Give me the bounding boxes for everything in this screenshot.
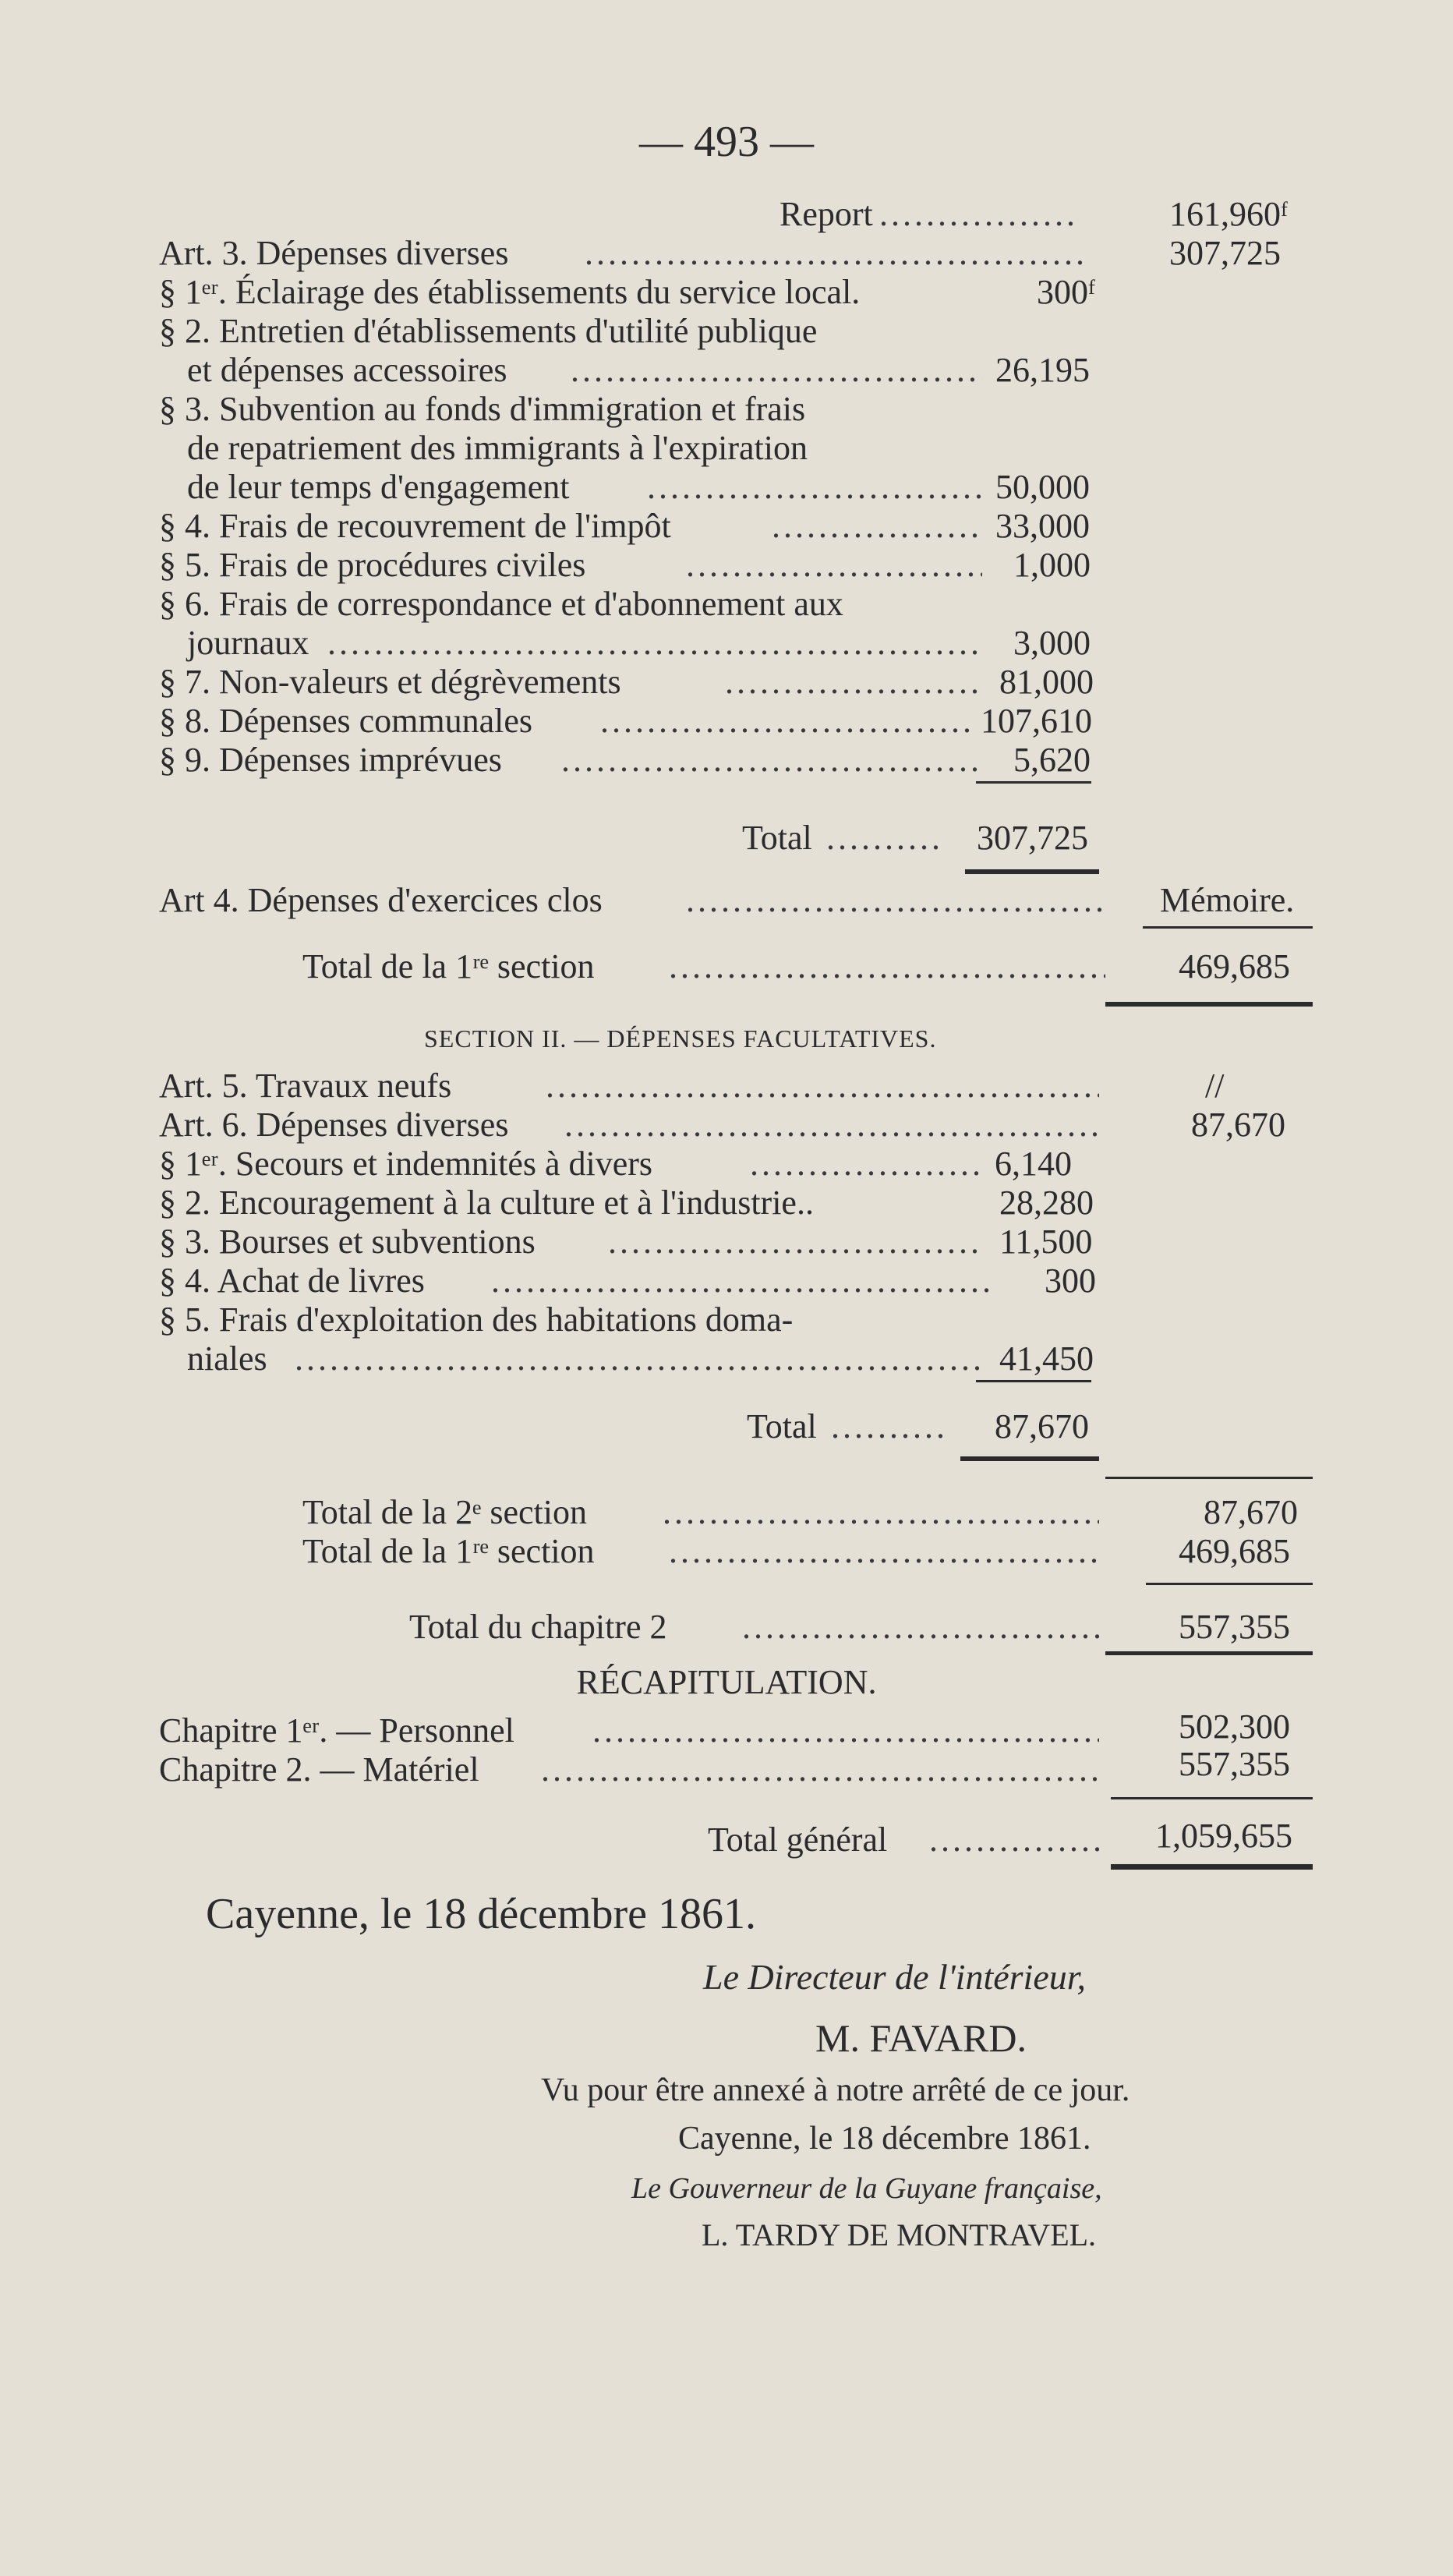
art6-subtotal-value: 87,670 — [995, 1407, 1089, 1445]
art4-label: Art 4. Dépenses d'exercices clos — [159, 881, 603, 919]
place-date: Cayenne, le 18 décembre 1861. — [206, 1890, 756, 1938]
sum-rule — [1143, 926, 1313, 929]
leader-dots — [295, 1339, 982, 1378]
leader-dots — [686, 546, 982, 585]
art6-item-5-value: 41,450 — [999, 1339, 1094, 1378]
art5-label: Art. 5. Travaux neufs — [159, 1067, 452, 1105]
art6-item-4-value: 300 — [1045, 1261, 1096, 1300]
recap-ch1-value: 502,300 — [1179, 1707, 1290, 1746]
leader-dots — [541, 1750, 1099, 1789]
leader-dots — [772, 507, 982, 546]
art3-item-6-line2: journaux — [187, 624, 309, 662]
leader-dots — [592, 1711, 1099, 1750]
total-rule — [1105, 1651, 1313, 1655]
leader-dots — [826, 819, 943, 858]
leader-dots — [327, 624, 982, 663]
chapter2-total-value: 557,355 — [1179, 1608, 1290, 1646]
leader-dots — [669, 947, 1105, 986]
leader-dots — [571, 351, 982, 390]
art3-item-8-label: § 8. Dépenses communales — [159, 702, 532, 740]
leader-dots — [929, 1821, 1099, 1859]
leader-dots — [585, 234, 1084, 273]
leader-dots — [831, 1407, 948, 1446]
chapter2-total-label: Total du chapitre 2 — [409, 1608, 667, 1646]
art3-item-7-value: 81,000 — [999, 663, 1094, 701]
leader-dots — [491, 1261, 990, 1300]
art6-item-2-label: § 2. Encouragement à la culture et à l'industrie.. — [159, 1184, 814, 1222]
leader-dots — [663, 1493, 1099, 1532]
art3-item-7-label: § 7. Non-valeurs et dégrèvements — [159, 663, 621, 701]
leader-dots — [742, 1608, 1099, 1647]
page-number: — 493 — — [639, 118, 814, 166]
art3-item-5-label: § 5. Frais de procédures civiles — [159, 546, 586, 584]
art6-item-3-value: 11,500 — [999, 1223, 1093, 1261]
art3-item-5-value: 1,000 — [1013, 546, 1091, 584]
report-value: 161,960ᶠ — [1169, 195, 1289, 233]
section2-heading: SECTION II. — DÉPENSES FACULTATIVES. — [424, 1024, 937, 1053]
leader-dots — [750, 1145, 982, 1184]
art3-item-9-value: 5,620 — [1013, 741, 1091, 779]
grand-total-value: 1,059,655 — [1155, 1817, 1292, 1855]
leader-dots — [686, 881, 1107, 920]
leader-dots — [608, 1223, 982, 1261]
art6-item-3-label: § 3. Bourses et subventions — [159, 1223, 536, 1261]
art4-value: Mémoire. — [1160, 881, 1295, 919]
total-rule — [965, 869, 1099, 874]
art6-item-5-line2: niales — [187, 1339, 267, 1378]
art3-subtotal-value: 307,725 — [977, 819, 1088, 857]
art3-item-1-value: 300ᶠ — [1037, 273, 1096, 311]
art3-item-4-value: 33,000 — [995, 507, 1090, 545]
leader-dots — [647, 468, 982, 507]
art3-item-3-line2: de repatriement des immigrants à l'expiration — [187, 429, 808, 467]
sec2-total-label: Total de la 2ᵉ section — [302, 1493, 587, 1531]
total-rule — [1105, 1002, 1313, 1007]
art3-item-4-label: § 4. Frais de recouvrement de l'impôt — [159, 507, 671, 545]
annex-note: Vu pour être annexé à notre arrêté de ce jour. — [541, 2072, 1130, 2108]
recap-heading: RÉCAPITULATION. — [576, 1663, 877, 1701]
leader-dots — [564, 1106, 1099, 1145]
art3-total: 307,725 — [1169, 234, 1281, 272]
recap-ch2-value: 557,355 — [1179, 1745, 1290, 1783]
sum-rule — [1146, 1583, 1313, 1585]
sec1-total-label: Total de la 1ʳᵉ section — [302, 1532, 595, 1570]
grand-total-label: Total général — [708, 1821, 888, 1859]
leader-dots — [546, 1067, 1099, 1106]
art6-item-4-label: § 4. Achat de livres — [159, 1261, 425, 1300]
art3-item-8-value: 107,610 — [981, 702, 1092, 740]
sum-rule — [976, 781, 1091, 784]
art5-value: // — [1205, 1067, 1225, 1105]
art3-item-9-label: § 9. Dépenses imprévues — [159, 741, 502, 779]
sum-rule — [1105, 1477, 1313, 1479]
sec2-total-value: 87,670 — [1204, 1493, 1298, 1531]
art3-item-6-value: 3,000 — [1013, 624, 1091, 662]
art3-item-2-value: 26,195 — [995, 351, 1090, 389]
art6-item-1-label: § 1ᵉʳ. Secours et indemnités à divers — [159, 1145, 653, 1183]
art6-item-5-line1: § 5. Frais d'exploitation des habitations doma- — [159, 1300, 794, 1339]
sec1-total-value: 469,685 — [1179, 1532, 1290, 1570]
art3-item-1-label: § 1ᵉʳ. Éclairage des établissements du service local. — [159, 273, 861, 311]
art6-item-1-value: 6,140 — [995, 1145, 1072, 1183]
annex-date: Cayenne, le 18 décembre 1861. — [678, 2121, 1091, 2157]
art3-item-3-line1: § 3. Subvention au fonds d'immigration et frais — [159, 390, 806, 428]
art3-item-3-value: 50,000 — [995, 468, 1090, 506]
art3-item-6-line1: § 6. Frais de correspondance et d'abonnement aux — [159, 585, 843, 623]
leader-dots — [600, 702, 974, 741]
director-name: M. FAVARD. — [815, 2016, 1027, 2060]
leader-dots — [669, 1532, 1099, 1571]
art3-item-2-line2: et dépenses accessoires — [187, 351, 507, 389]
total-rule — [960, 1456, 1099, 1461]
section1-total-label: Total de la 1ʳᵉ section — [302, 947, 595, 985]
report-label: Report — [780, 195, 873, 233]
section1-total-value: 469,685 — [1179, 947, 1290, 985]
art6-total: 87,670 — [1191, 1106, 1285, 1144]
leader-dots — [879, 195, 1074, 234]
leader-dots — [561, 741, 982, 780]
art6-label: Art. 6. Dépenses diverses — [159, 1106, 509, 1144]
art3-item-2-line1: § 2. Entretien d'établissements d'utilité publique — [159, 312, 818, 350]
total-rule — [1111, 1864, 1313, 1870]
art6-subtotal-label: Total — [747, 1407, 817, 1445]
sum-rule — [976, 1380, 1091, 1382]
recap-ch2-label: Chapitre 2. — Matériel — [159, 1750, 479, 1789]
director-title: Le Directeur de l'intérieur, — [703, 1957, 1087, 1997]
art6-item-2-value: 28,280 — [999, 1184, 1094, 1222]
art3-item-3-line3: de leur temps d'engagement — [187, 468, 570, 506]
governor-title: Le Gouverneur de la Guyane française, — [631, 2172, 1102, 2205]
recap-ch1-label: Chapitre 1ᵉʳ. — Personnel — [159, 1711, 514, 1750]
leader-dots — [725, 663, 982, 702]
art3-label: Art. 3. Dépenses diverses — [159, 234, 509, 272]
sum-rule — [1111, 1797, 1313, 1799]
governor-name: L. TARDY DE MONTRAVEL. — [702, 2217, 1097, 2252]
art3-subtotal-label: Total — [742, 819, 812, 857]
